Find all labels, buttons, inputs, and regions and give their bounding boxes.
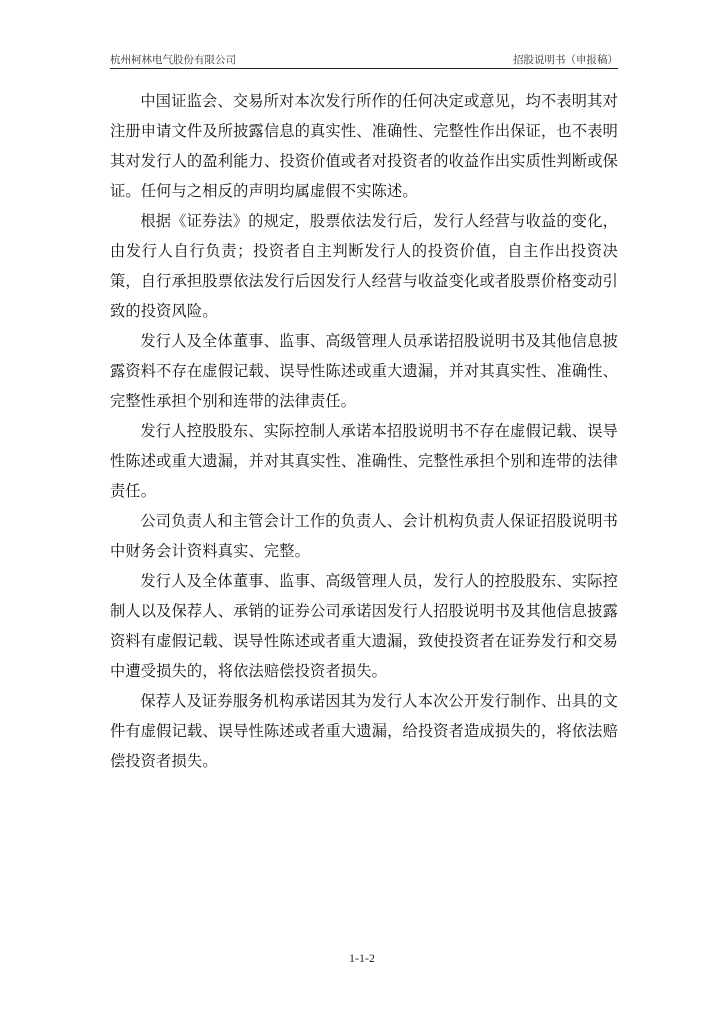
statement-body bbox=[110, 86, 618, 776]
paragraph-regulator-disclaimer: 中国证监会、交易所对本次发行所作的任何决定或意见，均不表明其对注册申请文件及所披露信息的真实性、准确性、完整性作出保证，也不表明其对发行人的盈利能力、投资价值或者对投资者的收益作出实质性判断或保证。任何与之相反的声明均属虚假不实陈述。 bbox=[110, 92, 618, 200]
paragraph-directors-commitment: 发行人及全体董事、监事、高级管理人员承诺招股说明书及其他信息披露资料不存在虚假记载、误导性陈述或重大遗漏，并对其真实性、准确性、完整性承担个别和连带的法律责任。 bbox=[110, 332, 618, 410]
paragraph-compensation-commitment: 发行人及全体董事、监事、高级管理人员，发行人的控股股东、实际控制人以及保荐人、承销的证券公司承诺因发行人招股说明书及其他信息披露资料有虚假记载、误导性陈述或者重大遗漏，致使投资者在证券发行和交易中遭受损失的，将依法赔偿投资者损失。 bbox=[110, 572, 618, 680]
paragraph-controlling-shareholder: 发行人控股股东、实际控制人承诺本招股说明书不存在虚假记载、误导性陈述或重大遗漏，并对其真实性、准确性、完整性承担个别和连带的法律责任。 bbox=[110, 422, 618, 500]
page-number: 1-1-2 bbox=[349, 951, 375, 965]
page-header bbox=[110, 48, 618, 69]
paragraph-financial-accuracy: 公司负责人和主管会计工作的负责人、会计机构负责人保证招股说明书中财务会计资料真实、完整。 bbox=[110, 512, 618, 560]
paragraph-sponsor-commitment: 保荐人及证券服务机构承诺因其为发行人本次公开发行制作、出具的文件有虚假记载、误导性陈述或者重大遗漏，给投资者造成损失的，将依法赔偿投资者损失。 bbox=[110, 692, 618, 770]
header-document-title: 招股说明书（申报稿） bbox=[513, 54, 618, 66]
paragraph-securities-law: 根据《证券法》的规定，股票依法发行后，发行人经营与收益的变化，由发行人自行负责；投资者自主判断发行人的投资价值，自主作出投资决策，自行承担股票依法发行后因发行人经营与收益变化或者股票价格变动引致的投资风险。 bbox=[110, 212, 618, 320]
header-company-name: 杭州柯林电气股份有限公司 bbox=[110, 54, 236, 66]
